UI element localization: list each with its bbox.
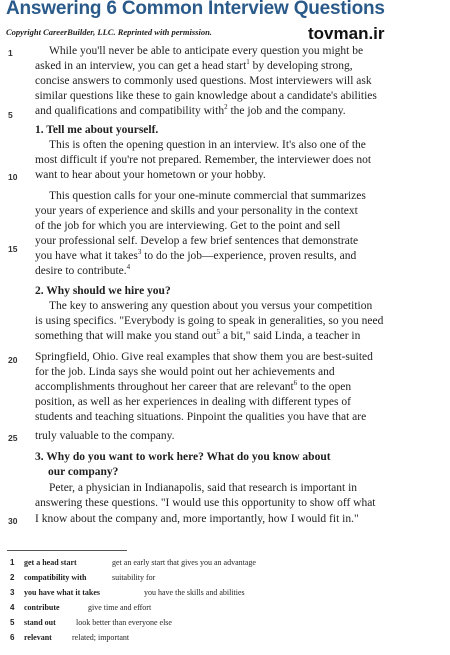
- body-line: students and teaching situations. Pinpoint the qualities you have that are: [35, 411, 367, 423]
- footnote-marker: 3: [137, 248, 142, 257]
- question-heading: 2. Why should we hire you?: [35, 285, 171, 297]
- footnote-marker: 5: [216, 328, 220, 337]
- question-heading-cont: our company?: [48, 466, 119, 478]
- footnote: 1 get a head start get an early start that gives you an advantage: [10, 558, 256, 567]
- footnote: 4 contribute give time and effort: [10, 603, 152, 612]
- line-number: 30: [8, 516, 18, 526]
- line-number: 15: [8, 244, 18, 254]
- footnote-marker: 6: [293, 379, 298, 388]
- body-line: want to hear about your hometown or your hobby.: [35, 169, 266, 181]
- body-line: is using specifics. "Everybody is going to speak in generalities, so you need: [35, 315, 384, 327]
- footnote: 2 compatibility with suitability for: [10, 573, 156, 582]
- watermark: tovman.ir: [308, 24, 385, 43]
- footnote-marker: 1: [246, 58, 250, 67]
- page-title: Answering 6 Common Interview Questions: [6, 0, 385, 19]
- line-number: 20: [8, 355, 18, 365]
- copyright-line: Copyright CareerBuilder, LLC. Reprinted with permission.: [6, 27, 212, 37]
- body-line: something that will make you stand out$^5$ a bit," said Linda, a teacher in: [35, 328, 361, 342]
- footnote-marker: 4: [126, 263, 131, 272]
- body-line: concise answers to commonly used questions. Most interviewers will ask: [35, 75, 372, 87]
- body-line: I know about the company and, more importantly, how I would fit in.": [35, 513, 359, 525]
- footnote: 6 relevant related; important: [10, 633, 130, 642]
- body-line: accomplishments throughout her career that are relevant$^6$ to the open: [35, 379, 352, 393]
- line-number: 5: [8, 110, 13, 120]
- body-line: This is often the opening question in an interview. It's also one of the: [49, 139, 366, 151]
- body-line: similar questions like these to gain knowledge about a candidate's abilities: [35, 90, 377, 102]
- body-line: position, as well as her experiences in dealing with different types of: [35, 396, 351, 408]
- body-line: This question calls for your one-minute commercial that summarizes: [49, 190, 366, 202]
- body-line: your years of experience and skills and your personality in the context: [35, 205, 358, 217]
- body-line: you have what it takes$^3$ to do the job—experience, proven results, and: [35, 248, 357, 262]
- body-line: Peter, a physician in Indianapolis, said that research is important in: [49, 482, 358, 494]
- body-line: desire to contribute.$^4$: [35, 263, 131, 277]
- footnote-divider: [7, 550, 127, 551]
- body-line: and qualifications and compatibility with$^2$ the job and the company.: [35, 103, 346, 117]
- line-number: 1: [8, 48, 13, 58]
- body-line: most difficult if you're not prepared. Remember, the interviewer does not: [35, 154, 372, 166]
- line-number: 25: [8, 433, 18, 443]
- body-line: The key to answering any question about you versus your competition: [49, 300, 373, 312]
- body-line: your professional self. Develop a few brief sentences that demonstrate: [35, 235, 359, 247]
- footnote: 5 stand out look better than everyone else: [10, 618, 172, 627]
- footnote-marker: 2: [224, 103, 228, 112]
- line-number: 10: [8, 172, 18, 182]
- question-heading: 1. Tell me about yourself.: [35, 124, 159, 136]
- question-heading: 3. Why do you want to work here? What do you know about: [35, 451, 331, 463]
- body-line: answering these questions. "I would use this opportunity to show off what: [35, 497, 376, 509]
- footnote: 3 you have what it takes you have the skills and abilities: [10, 588, 245, 597]
- body-line: for the job. Linda says she would point out her achievements and: [35, 366, 335, 378]
- body-line: truly valuable to the company.: [35, 430, 175, 442]
- body-line: While you'll never be able to anticipate every question you might be: [49, 45, 364, 57]
- body-line: asked in an interview, you can get a head start$^1$ by developing strong,: [35, 58, 353, 72]
- body-line: of the job for which you are interviewing. Get to the point and sell: [35, 220, 341, 232]
- body-line: Springfield, Ohio. Give real examples that show them you are best-suited: [35, 351, 373, 363]
